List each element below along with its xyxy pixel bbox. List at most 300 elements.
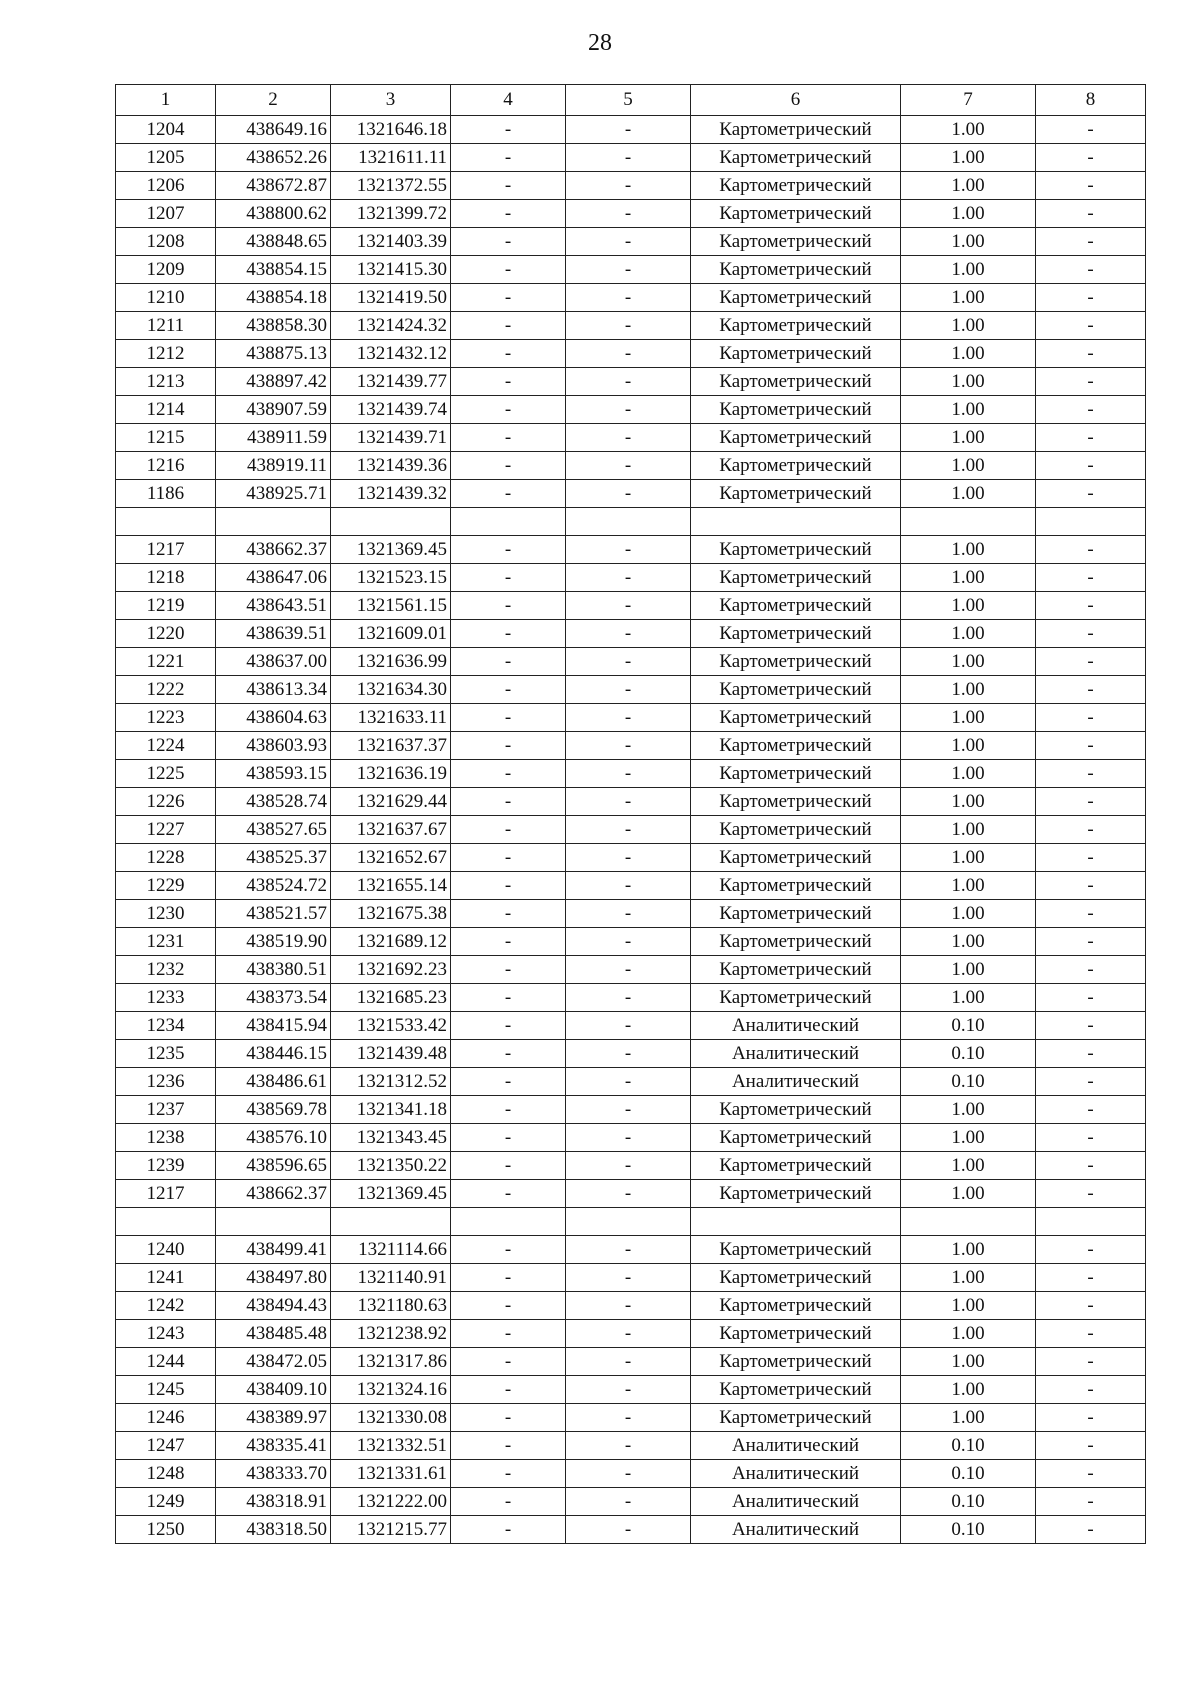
cell-col-8: - — [1036, 200, 1146, 228]
cell-method: Картометрический — [691, 452, 901, 480]
cell-coord-x: 438652.26 — [216, 144, 331, 172]
cell-point-number: 1227 — [116, 816, 216, 844]
cell-col-5: - — [566, 816, 691, 844]
cell-accuracy: 1.00 — [901, 844, 1036, 872]
cell-point-number: 1228 — [116, 844, 216, 872]
cell-coord-x: 438637.00 — [216, 648, 331, 676]
cell-col-8: - — [1036, 480, 1146, 508]
table-row — [116, 900, 1146, 928]
cell-accuracy: 1.00 — [901, 200, 1036, 228]
cell-method: Картометрический — [691, 340, 901, 368]
cell-coord-y: 1321533.42 — [331, 1012, 451, 1040]
cell-col-5: - — [566, 928, 691, 956]
cell-col-5: - — [566, 228, 691, 256]
cell-coord-x: 438380.51 — [216, 956, 331, 984]
cell-coord-x: 438647.06 — [216, 564, 331, 592]
table-row — [116, 788, 1146, 816]
cell-coord-x: 438639.51 — [216, 620, 331, 648]
cell-col-4: - — [451, 732, 566, 760]
cell-col-8: - — [1036, 1432, 1146, 1460]
cell-col-5: - — [566, 620, 691, 648]
cell-coord-y: 1321317.86 — [331, 1348, 451, 1376]
cell-coord-y: 1321439.48 — [331, 1040, 451, 1068]
cell-accuracy: 1.00 — [901, 1404, 1036, 1432]
cell-method: Картометрический — [691, 1236, 901, 1264]
cell-col-4: - — [451, 1516, 566, 1544]
cell-method — [691, 508, 901, 536]
table-row — [116, 200, 1146, 228]
cell-col-8: - — [1036, 256, 1146, 284]
cell-col-5: - — [566, 1292, 691, 1320]
cell-accuracy: 1.00 — [901, 368, 1036, 396]
cell-accuracy: 1.00 — [901, 1180, 1036, 1208]
cell-coord-x: 438672.87 — [216, 172, 331, 200]
cell-coord-x: 438593.15 — [216, 760, 331, 788]
cell-accuracy: 1.00 — [901, 256, 1036, 284]
header-cell-accuracy: 7 — [901, 85, 1036, 116]
cell-coord-x: 438318.50 — [216, 1516, 331, 1544]
cell-coord-y: 1321637.67 — [331, 816, 451, 844]
cell-method: Аналитический — [691, 1012, 901, 1040]
cell-col-4: - — [451, 928, 566, 956]
cell-point-number: 1232 — [116, 956, 216, 984]
cell-point-number: 1240 — [116, 1236, 216, 1264]
cell-col-5: - — [566, 1068, 691, 1096]
cell-coord-y: 1321415.30 — [331, 256, 451, 284]
cell-col-5: - — [566, 1040, 691, 1068]
cell-method: Картометрический — [691, 872, 901, 900]
cell-method: Картометрический — [691, 116, 901, 144]
cell-col-8: - — [1036, 620, 1146, 648]
cell-coord-x: 438649.16 — [216, 116, 331, 144]
cell-col-5: - — [566, 1460, 691, 1488]
cell-accuracy: 1.00 — [901, 704, 1036, 732]
cell-coord-x: 438848.65 — [216, 228, 331, 256]
cell-accuracy: 1.00 — [901, 284, 1036, 312]
cell-point-number: 1241 — [116, 1264, 216, 1292]
cell-coord-x: 438521.57 — [216, 900, 331, 928]
table-row — [116, 844, 1146, 872]
cell-col-4: - — [451, 788, 566, 816]
cell-coord-y: 1321424.32 — [331, 312, 451, 340]
cell-coord-y: 1321439.77 — [331, 368, 451, 396]
cell-coord-y: 1321685.23 — [331, 984, 451, 1012]
cell-coord-y: 1321652.67 — [331, 844, 451, 872]
cell-coord-x: 438486.61 — [216, 1068, 331, 1096]
table-row — [116, 872, 1146, 900]
table-row — [116, 648, 1146, 676]
cell-col-8: - — [1036, 536, 1146, 564]
cell-point-number: 1233 — [116, 984, 216, 1012]
cell-point-number: 1247 — [116, 1432, 216, 1460]
cell-coord-x: 438907.59 — [216, 396, 331, 424]
cell-point-number: 1243 — [116, 1320, 216, 1348]
cell-point-number: 1226 — [116, 788, 216, 816]
table-row — [116, 452, 1146, 480]
table-separator-row — [116, 1208, 1146, 1236]
cell-coord-x: 438494.43 — [216, 1292, 331, 1320]
cell-method: Картометрический — [691, 956, 901, 984]
cell-col-5: - — [566, 732, 691, 760]
cell-col-4: - — [451, 480, 566, 508]
cell-col-8: - — [1036, 1292, 1146, 1320]
cell-coord-x: 438858.30 — [216, 312, 331, 340]
table-row — [116, 536, 1146, 564]
table-row — [116, 1012, 1146, 1040]
cell-col-5: - — [566, 1376, 691, 1404]
cell-method: Картометрический — [691, 676, 901, 704]
cell-method: Картометрический — [691, 1320, 901, 1348]
cell-col-8: - — [1036, 1152, 1146, 1180]
cell-method: Картометрический — [691, 396, 901, 424]
cell-col-4: - — [451, 340, 566, 368]
cell-accuracy: 0.10 — [901, 1488, 1036, 1516]
cell-accuracy: 1.00 — [901, 1376, 1036, 1404]
cell-col-5: - — [566, 984, 691, 1012]
table-row — [116, 256, 1146, 284]
cell-point-number: 1248 — [116, 1460, 216, 1488]
cell-method: Аналитический — [691, 1068, 901, 1096]
cell-col-4: - — [451, 1096, 566, 1124]
cell-coord-x: 438446.15 — [216, 1040, 331, 1068]
cell-coord-x: 438643.51 — [216, 592, 331, 620]
cell-accuracy: 1.00 — [901, 816, 1036, 844]
cell-accuracy: 1.00 — [901, 900, 1036, 928]
cell-col-8: - — [1036, 1460, 1146, 1488]
cell-coord-y: 1321636.99 — [331, 648, 451, 676]
table-row — [116, 956, 1146, 984]
cell-accuracy: 1.00 — [901, 116, 1036, 144]
cell-coord-x: 438897.42 — [216, 368, 331, 396]
table-row — [116, 1040, 1146, 1068]
header-cell-col-8: 8 — [1036, 85, 1146, 116]
table-row — [116, 172, 1146, 200]
cell-point-number: 1225 — [116, 760, 216, 788]
cell-coord-x: 438662.37 — [216, 1180, 331, 1208]
cell-method: Аналитический — [691, 1040, 901, 1068]
cell-coord-x: 438875.13 — [216, 340, 331, 368]
cell-point-number: 1215 — [116, 424, 216, 452]
cell-col-8: - — [1036, 984, 1146, 1012]
cell-accuracy: 1.00 — [901, 312, 1036, 340]
cell-coord-y: 1321609.01 — [331, 620, 451, 648]
header-cell-method: 6 — [691, 85, 901, 116]
cell-accuracy: 0.10 — [901, 1040, 1036, 1068]
cell-col-4: - — [451, 1404, 566, 1432]
cell-col-5: - — [566, 872, 691, 900]
cell-coord-y: 1321439.32 — [331, 480, 451, 508]
cell-accuracy: 1.00 — [901, 396, 1036, 424]
cell-method: Картометрический — [691, 1348, 901, 1376]
cell-col-5: - — [566, 1488, 691, 1516]
cell-coord-y: 1321419.50 — [331, 284, 451, 312]
cell-col-4: - — [451, 396, 566, 424]
cell-col-5: - — [566, 704, 691, 732]
table-row — [116, 144, 1146, 172]
cell-coord-x: 438485.48 — [216, 1320, 331, 1348]
cell-method: Картометрический — [691, 536, 901, 564]
table-row — [116, 1152, 1146, 1180]
cell-col-8: - — [1036, 1096, 1146, 1124]
cell-col-5: - — [566, 116, 691, 144]
cell-point-number: 1213 — [116, 368, 216, 396]
cell-point-number: 1214 — [116, 396, 216, 424]
cell-method: Аналитический — [691, 1488, 901, 1516]
table-row — [116, 1320, 1146, 1348]
cell-method: Картометрический — [691, 648, 901, 676]
cell-coord-x: 438335.41 — [216, 1432, 331, 1460]
table-row — [116, 1236, 1146, 1264]
cell-col-5 — [566, 1208, 691, 1236]
cell-col-5: - — [566, 788, 691, 816]
cell-accuracy: 1.00 — [901, 1348, 1036, 1376]
cell-coord-y: 1321646.18 — [331, 116, 451, 144]
cell-coord-x: 438318.91 — [216, 1488, 331, 1516]
cell-coord-y: 1321372.55 — [331, 172, 451, 200]
cell-col-5: - — [566, 1320, 691, 1348]
cell-coord-y: 1321439.74 — [331, 396, 451, 424]
cell-col-8: - — [1036, 1012, 1146, 1040]
cell-point-number: 1246 — [116, 1404, 216, 1432]
cell-method: Картометрический — [691, 592, 901, 620]
cell-coord-y: 1321629.44 — [331, 788, 451, 816]
cell-col-8: - — [1036, 900, 1146, 928]
cell-coord-y — [331, 508, 451, 536]
cell-col-5: - — [566, 760, 691, 788]
cell-coord-x: 438613.34 — [216, 676, 331, 704]
cell-method: Картометрический — [691, 1180, 901, 1208]
cell-accuracy: 1.00 — [901, 592, 1036, 620]
cell-col-8: - — [1036, 1320, 1146, 1348]
cell-col-4: - — [451, 564, 566, 592]
table-row — [116, 1124, 1146, 1152]
cell-method: Картометрический — [691, 564, 901, 592]
table-row — [116, 732, 1146, 760]
cell-col-4: - — [451, 1264, 566, 1292]
cell-accuracy: 1.00 — [901, 872, 1036, 900]
cell-col-5: - — [566, 284, 691, 312]
cell-coord-x: 438389.97 — [216, 1404, 331, 1432]
cell-coord-y: 1321399.72 — [331, 200, 451, 228]
cell-coord-y: 1321331.61 — [331, 1460, 451, 1488]
cell-accuracy: 1.00 — [901, 480, 1036, 508]
cell-col-5: - — [566, 1404, 691, 1432]
cell-coord-x: 438576.10 — [216, 1124, 331, 1152]
cell-method: Картометрический — [691, 620, 901, 648]
cell-coord-x: 438497.80 — [216, 1264, 331, 1292]
cell-coord-y: 1321634.30 — [331, 676, 451, 704]
cell-col-8: - — [1036, 928, 1146, 956]
cell-col-4 — [451, 1208, 566, 1236]
cell-method — [691, 1208, 901, 1236]
cell-method: Картометрический — [691, 788, 901, 816]
cell-col-8: - — [1036, 116, 1146, 144]
cell-point-number: 1221 — [116, 648, 216, 676]
cell-point-number: 1212 — [116, 340, 216, 368]
cell-col-8: - — [1036, 1124, 1146, 1152]
cell-col-4: - — [451, 1320, 566, 1348]
cell-accuracy: 1.00 — [901, 564, 1036, 592]
cell-col-8: - — [1036, 1068, 1146, 1096]
cell-coord-y: 1321403.39 — [331, 228, 451, 256]
cell-method: Картометрический — [691, 1404, 901, 1432]
cell-method: Картометрический — [691, 144, 901, 172]
cell-coord-x: 438373.54 — [216, 984, 331, 1012]
cell-coord-x: 438519.90 — [216, 928, 331, 956]
cell-method: Картометрический — [691, 816, 901, 844]
cell-coord-y: 1321636.19 — [331, 760, 451, 788]
cell-coord-y: 1321324.16 — [331, 1376, 451, 1404]
cell-point-number: 1229 — [116, 872, 216, 900]
cell-col-5: - — [566, 368, 691, 396]
cell-col-5: - — [566, 648, 691, 676]
cell-coord-x: 438409.10 — [216, 1376, 331, 1404]
cell-col-4: - — [451, 1432, 566, 1460]
cell-col-4: - — [451, 284, 566, 312]
cell-col-4 — [451, 508, 566, 536]
coordinates-table — [115, 84, 1146, 1544]
cell-method: Картометрический — [691, 228, 901, 256]
cell-coord-y: 1321692.23 — [331, 956, 451, 984]
cell-coord-y — [331, 1208, 451, 1236]
cell-col-5: - — [566, 1012, 691, 1040]
header-cell-col-5: 5 — [566, 85, 691, 116]
cell-col-8: - — [1036, 592, 1146, 620]
table-row — [116, 984, 1146, 1012]
cell-accuracy: 1.00 — [901, 1124, 1036, 1152]
cell-col-8: - — [1036, 1516, 1146, 1544]
cell-accuracy: 1.00 — [901, 1096, 1036, 1124]
cell-col-8: - — [1036, 676, 1146, 704]
cell-col-4: - — [451, 844, 566, 872]
cell-col-4: - — [451, 648, 566, 676]
cell-accuracy: 1.00 — [901, 228, 1036, 256]
cell-method: Картометрический — [691, 732, 901, 760]
cell-col-5: - — [566, 256, 691, 284]
cell-col-4: - — [451, 536, 566, 564]
cell-col-5: - — [566, 1124, 691, 1152]
cell-accuracy: 0.10 — [901, 1068, 1036, 1096]
table-row — [116, 1488, 1146, 1516]
cell-col-5: - — [566, 956, 691, 984]
cell-col-4: - — [451, 1068, 566, 1096]
cell-point-number: 1218 — [116, 564, 216, 592]
table-row — [116, 1068, 1146, 1096]
cell-col-8: - — [1036, 648, 1146, 676]
page-number: 28 — [588, 30, 612, 56]
cell-col-4: - — [451, 144, 566, 172]
cell-col-8: - — [1036, 760, 1146, 788]
cell-coord-y: 1321655.14 — [331, 872, 451, 900]
cell-coord-x: 438919.11 — [216, 452, 331, 480]
cell-point-number: 1237 — [116, 1096, 216, 1124]
cell-accuracy: 1.00 — [901, 452, 1036, 480]
cell-method: Картометрический — [691, 368, 901, 396]
table-row — [116, 1348, 1146, 1376]
cell-point-number: 1216 — [116, 452, 216, 480]
cell-coord-x — [216, 508, 331, 536]
cell-coord-y: 1321432.12 — [331, 340, 451, 368]
cell-accuracy: 1.00 — [901, 928, 1036, 956]
cell-col-8: - — [1036, 1348, 1146, 1376]
cell-col-4: - — [451, 872, 566, 900]
cell-coord-y: 1321140.91 — [331, 1264, 451, 1292]
cell-method: Картометрический — [691, 172, 901, 200]
cell-col-5: - — [566, 312, 691, 340]
cell-col-4: - — [451, 760, 566, 788]
cell-method: Картометрический — [691, 1292, 901, 1320]
header-cell-coord-y: 3 — [331, 85, 451, 116]
cell-coord-x: 438527.65 — [216, 816, 331, 844]
cell-method: Картометрический — [691, 284, 901, 312]
table-separator-row — [116, 508, 1146, 536]
cell-coord-y: 1321343.45 — [331, 1124, 451, 1152]
cell-col-4: - — [451, 816, 566, 844]
header-cell-col-4: 4 — [451, 85, 566, 116]
cell-col-4: - — [451, 1124, 566, 1152]
cell-col-8: - — [1036, 284, 1146, 312]
cell-col-4: - — [451, 424, 566, 452]
table-row — [116, 340, 1146, 368]
cell-accuracy: 0.10 — [901, 1012, 1036, 1040]
cell-col-5: - — [566, 200, 691, 228]
cell-point-number: 1223 — [116, 704, 216, 732]
cell-accuracy: 0.10 — [901, 1460, 1036, 1488]
cell-col-4: - — [451, 312, 566, 340]
cell-coord-x: 438604.63 — [216, 704, 331, 732]
cell-accuracy: 1.00 — [901, 144, 1036, 172]
table-row — [116, 424, 1146, 452]
cell-accuracy: 1.00 — [901, 1320, 1036, 1348]
table-row — [116, 480, 1146, 508]
cell-col-5: - — [566, 900, 691, 928]
cell-col-8: - — [1036, 1040, 1146, 1068]
cell-accuracy: 1.00 — [901, 424, 1036, 452]
cell-point-number: 1238 — [116, 1124, 216, 1152]
cell-col-8: - — [1036, 1264, 1146, 1292]
cell-accuracy: 0.10 — [901, 1516, 1036, 1544]
cell-coord-y: 1321222.00 — [331, 1488, 451, 1516]
cell-col-8: - — [1036, 1236, 1146, 1264]
table-row — [116, 1096, 1146, 1124]
cell-col-4: - — [451, 452, 566, 480]
cell-coord-y: 1321675.38 — [331, 900, 451, 928]
table-row — [116, 1180, 1146, 1208]
cell-method: Картометрический — [691, 1096, 901, 1124]
cell-col-5: - — [566, 1264, 691, 1292]
cell-point-number: 1210 — [116, 284, 216, 312]
cell-col-4: - — [451, 676, 566, 704]
table-row — [116, 592, 1146, 620]
cell-coord-x: 438528.74 — [216, 788, 331, 816]
cell-col-8: - — [1036, 144, 1146, 172]
cell-col-5: - — [566, 144, 691, 172]
cell-coord-y: 1321114.66 — [331, 1236, 451, 1264]
table-row — [116, 676, 1146, 704]
cell-coord-y: 1321439.36 — [331, 452, 451, 480]
cell-point-number: 1209 — [116, 256, 216, 284]
cell-coord-y: 1321561.15 — [331, 592, 451, 620]
cell-col-8: - — [1036, 172, 1146, 200]
cell-method: Аналитический — [691, 1516, 901, 1544]
cell-coord-x: 438800.62 — [216, 200, 331, 228]
cell-col-4: - — [451, 1488, 566, 1516]
cell-coord-x: 438911.59 — [216, 424, 331, 452]
cell-method: Картометрический — [691, 984, 901, 1012]
cell-point-number: 1239 — [116, 1152, 216, 1180]
cell-col-5: - — [566, 536, 691, 564]
cell-col-5: - — [566, 424, 691, 452]
